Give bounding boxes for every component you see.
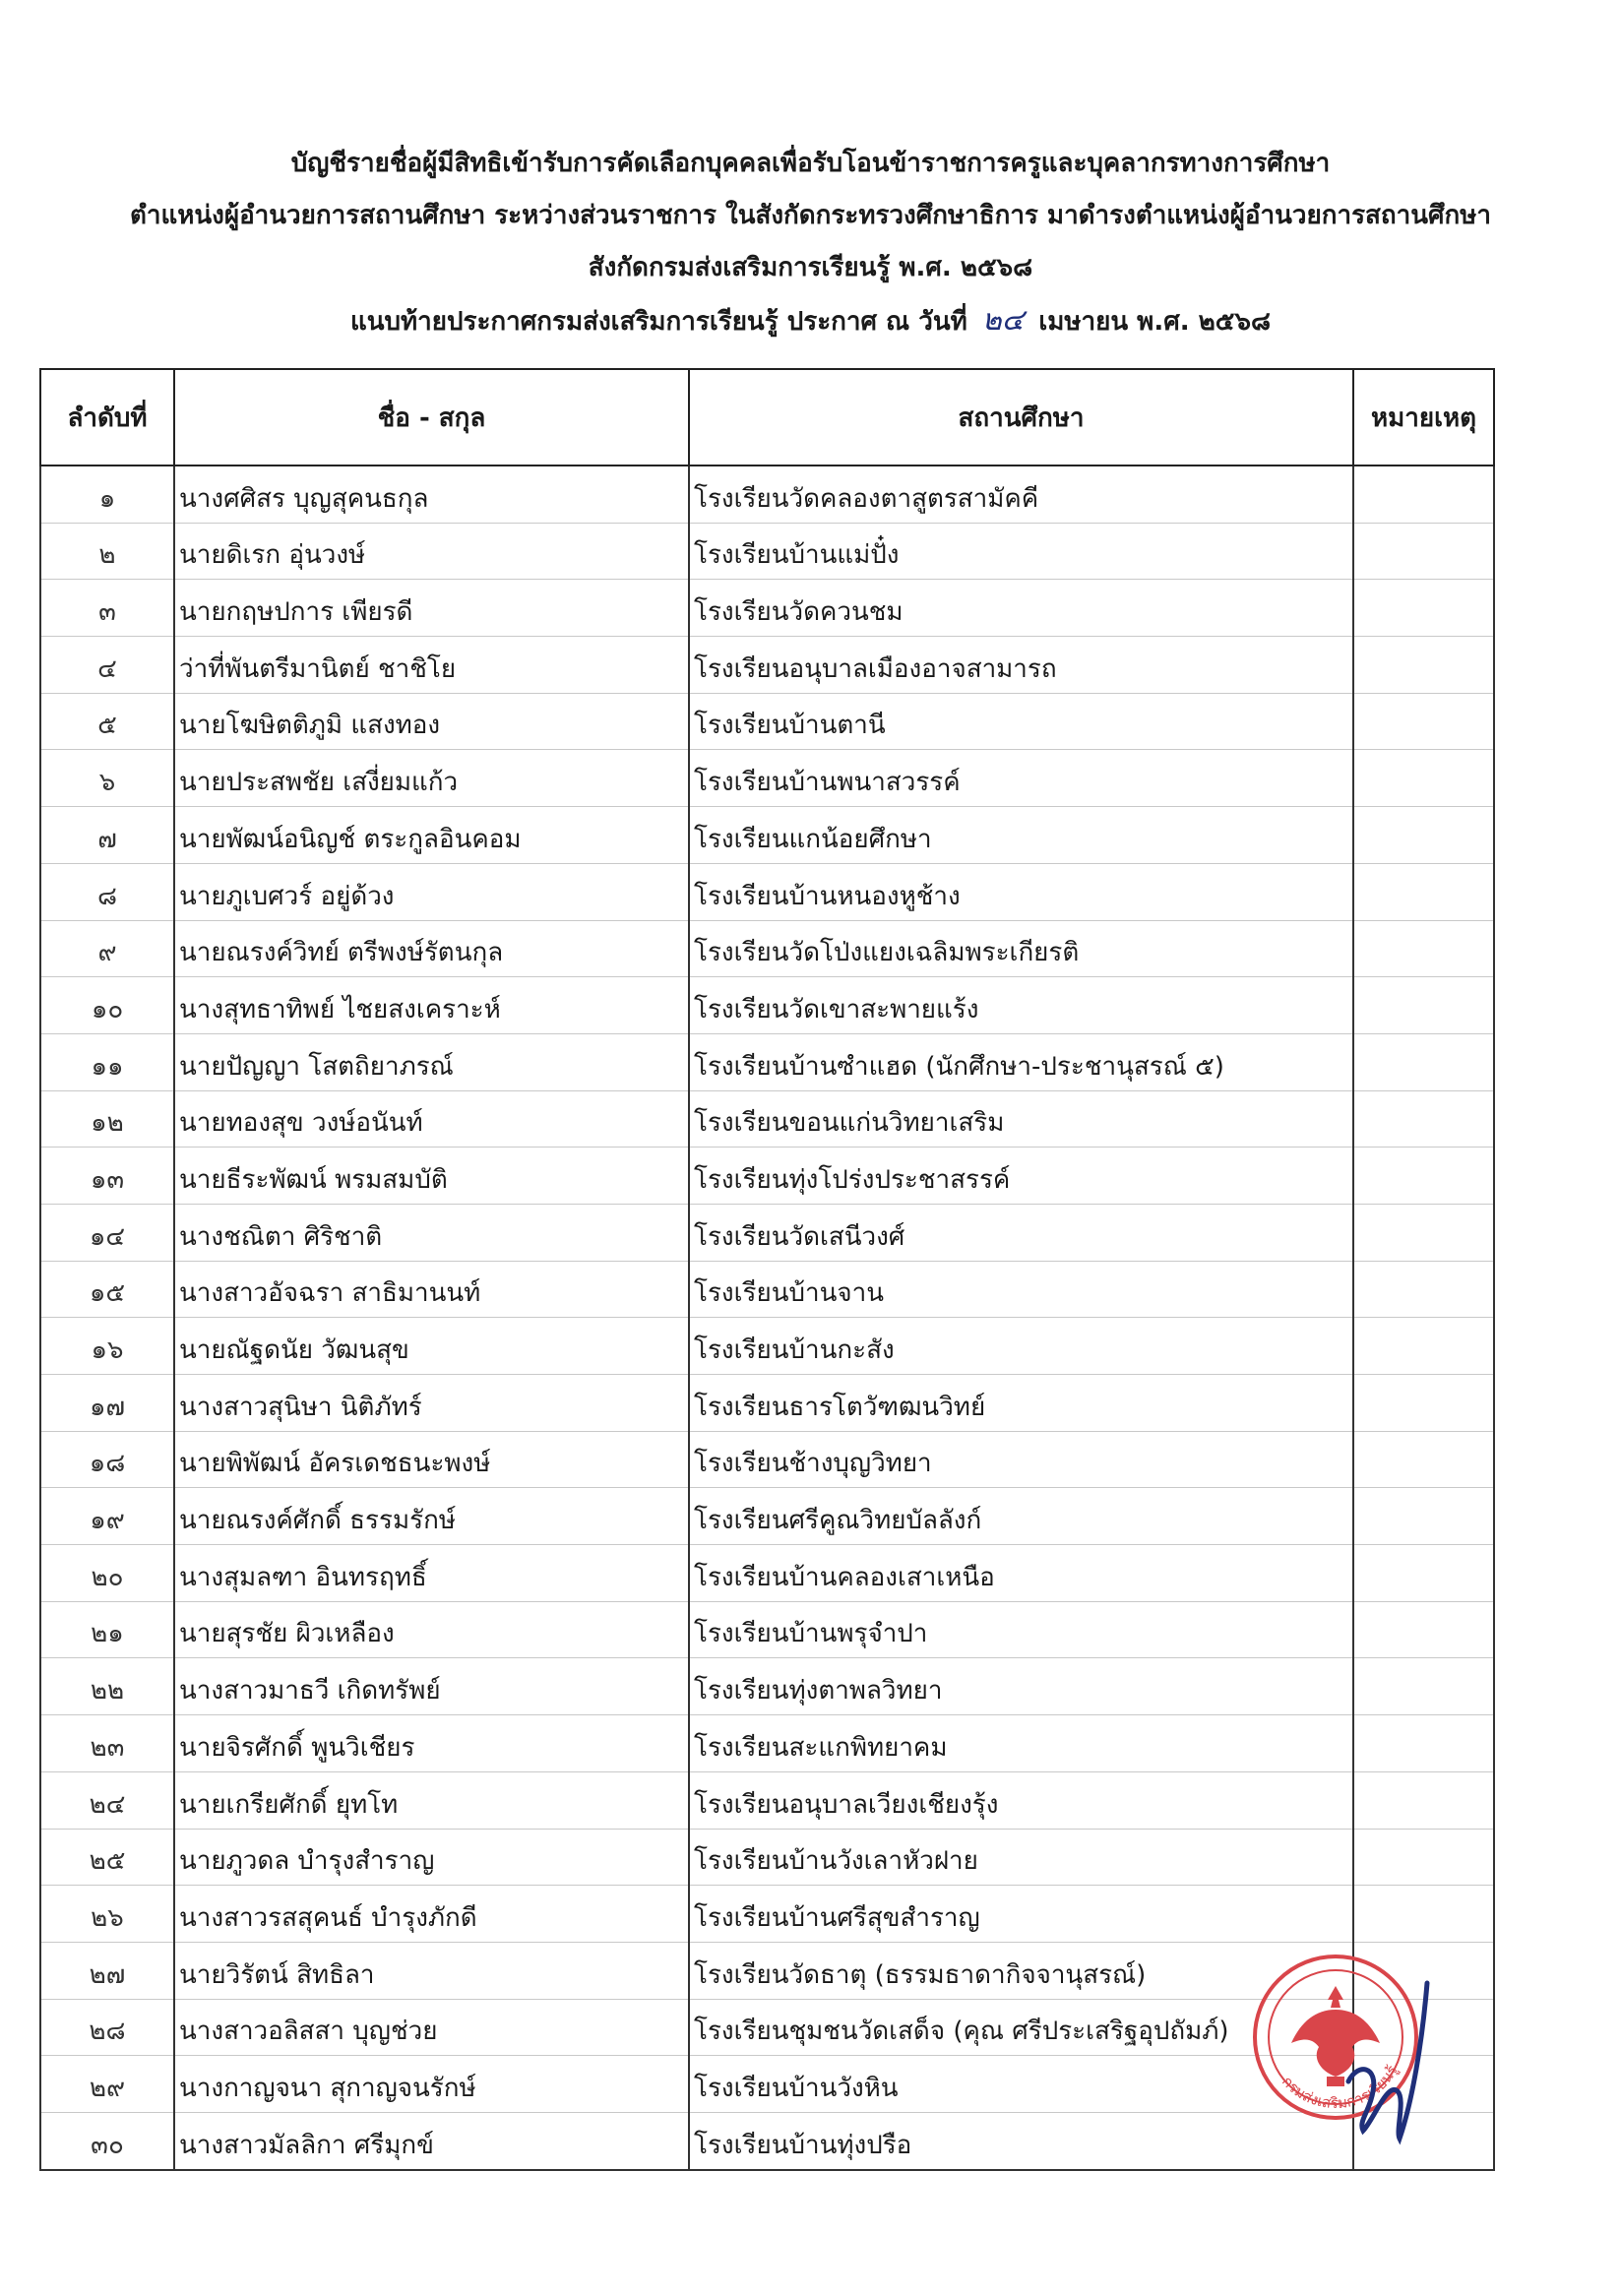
row-school-name: โรงเรียนบ้านซำแฮด (นักศึกษา-ประชานุสรณ์ ๕)	[689, 1033, 1353, 1090]
row-remark	[1353, 1601, 1494, 1658]
row-school-name: โรงเรียนบ้านพนาสวรรค์	[689, 750, 1353, 807]
row-remark	[1353, 1375, 1494, 1432]
row-full-name: นายภูวดล บำรุงสำราญ	[174, 1829, 689, 1886]
row-order-number: ๙	[40, 920, 174, 977]
row-school-name: โรงเรียนวัดโป่งแยงเฉลิมพระเกียรติ	[689, 920, 1353, 977]
table-row	[40, 750, 1494, 807]
row-full-name: นางกาญจนา สุกาญจนรักษ์	[174, 2056, 689, 2113]
row-full-name: นายกฤษปการ เพียรดี	[174, 580, 689, 637]
table-row	[40, 523, 1494, 580]
row-order-number: ๒๕	[40, 1829, 174, 1886]
row-order-number: ๒๐	[40, 1545, 174, 1602]
row-order-number: ๖	[40, 750, 174, 807]
table-row	[40, 1601, 1494, 1658]
row-order-number: ๒๘	[40, 1999, 174, 2056]
row-remark	[1353, 580, 1494, 637]
row-order-number: ๒๓	[40, 1715, 174, 1772]
row-school-name: โรงเรียนอนุบาลเวียงเชียงรุ้ง	[689, 1771, 1353, 1829]
row-remark	[1353, 863, 1494, 920]
announcement-day-handwritten: ๒๔	[981, 303, 1025, 338]
table-row	[40, 1771, 1494, 1829]
table-row	[40, 863, 1494, 920]
row-order-number: ๑๔	[40, 1204, 174, 1261]
row-school-name: โรงเรียนวัดเขาสะพายแร้ง	[689, 977, 1353, 1034]
table-row	[40, 977, 1494, 1034]
row-order-number: ๒๔	[40, 1771, 174, 1829]
row-school-name: โรงเรียนวัดธาตุ (ธรรมธาดากิจจานุสรณ์)	[689, 1942, 1353, 1999]
table-row	[40, 1658, 1494, 1715]
row-remark	[1353, 977, 1494, 1034]
row-order-number: ๑๖	[40, 1318, 174, 1375]
row-order-number: ๑๓	[40, 1148, 174, 1205]
table-row	[40, 693, 1494, 750]
row-full-name: นายวิรัตน์ สิทธิลา	[174, 1942, 689, 1999]
row-order-number: ๑๘	[40, 1431, 174, 1488]
row-full-name: นางสุทธาทิพย์ ไชยสงเคราะห์	[174, 977, 689, 1034]
row-order-number: ๓	[40, 580, 174, 637]
title-line-3: สังกัดกรมส่งเสริมการเรียนรู้ พ.ศ. ๒๕๖๘	[588, 253, 1033, 282]
row-full-name: นางสุมลฑา อินทรฤทธิ์	[174, 1545, 689, 1602]
row-remark	[1353, 637, 1494, 694]
row-remark	[1353, 1090, 1494, 1148]
table-row	[40, 1033, 1494, 1090]
row-order-number: ๑๙	[40, 1488, 174, 1545]
row-school-name: โรงเรียนบ้านทุ่งปรือ	[689, 2112, 1353, 2169]
row-school-name: โรงเรียนบ้านจาน	[689, 1261, 1353, 1318]
row-remark	[1353, 1545, 1494, 1602]
table-row	[40, 1261, 1494, 1318]
row-school-name: โรงเรียนบ้านกะสัง	[689, 1318, 1353, 1375]
row-remark	[1353, 920, 1494, 977]
row-remark	[1353, 1829, 1494, 1886]
row-full-name: นายเกรียศักดิ์ ยุทโท	[174, 1771, 689, 1829]
row-order-number: ๒๗	[40, 1942, 174, 1999]
row-full-name: นางสาวมาธวี เกิดทรัพย์	[174, 1658, 689, 1715]
row-order-number: ๑๒	[40, 1090, 174, 1148]
row-school-name: โรงเรียนทุ่งตาพลวิทยา	[689, 1658, 1353, 1715]
row-order-number: ๕	[40, 693, 174, 750]
table-row	[40, 1715, 1494, 1772]
row-remark	[1353, 1261, 1494, 1318]
row-remark	[1353, 1431, 1494, 1488]
row-order-number: ๒๒	[40, 1658, 174, 1715]
announcement-line	[0, 294, 1621, 346]
row-order-number: ๔	[40, 637, 174, 694]
row-full-name: นางชณิตา ศิริชาติ	[174, 1204, 689, 1261]
table-row	[40, 1829, 1494, 1886]
row-full-name: นายณรงค์วิทย์ ตรีพงษ์รัตนกุล	[174, 920, 689, 977]
row-order-number: ๑	[40, 465, 174, 523]
row-full-name: นายทองสุข วงษ์อนันท์	[174, 1090, 689, 1148]
row-order-number: ๒๙	[40, 2056, 174, 2113]
row-school-name: โรงเรียนขอนแก่นวิทยาเสริม	[689, 1090, 1353, 1148]
title-line-1: บัญชีรายชื่อผู้มีสิทธิเข้ารับการคัดเลือกบุคคลเพื่อรับโอนข้าราชการครูและบุคลากรทางการศึกษา	[290, 149, 1331, 178]
row-remark	[1353, 1033, 1494, 1090]
row-full-name: นายพัฒน์อนิญช์ ตระกูลอินคอม	[174, 807, 689, 864]
row-full-name: นายประสพชัย เสงี่ยมแก้ว	[174, 750, 689, 807]
row-order-number: ๘	[40, 863, 174, 920]
row-full-name: นายภูเบศวร์ อยู่ด้วง	[174, 863, 689, 920]
row-remark	[1353, 1658, 1494, 1715]
table-row	[40, 1090, 1494, 1148]
row-school-name: โรงเรียนทุ่งโปร่งประชาสรรค์	[689, 1148, 1353, 1205]
table-row	[40, 1488, 1494, 1545]
row-full-name: นายโฆษิตติภูมิ แสงทอง	[174, 693, 689, 750]
handwritten-signature	[1329, 1973, 1437, 2145]
candidate-table	[39, 368, 1495, 2171]
row-order-number: ๑๕	[40, 1261, 174, 1318]
row-full-name: นายดิเรก อุ่นวงษ์	[174, 523, 689, 580]
row-full-name: นางสาวสุนิษา นิติภัทร์	[174, 1375, 689, 1432]
row-school-name: โรงเรียนแกน้อยศึกษา	[689, 807, 1353, 864]
table-row	[40, 1318, 1494, 1375]
row-remark	[1353, 465, 1494, 523]
row-full-name: นายปัญญา โสตถิยาภรณ์	[174, 1033, 689, 1090]
row-remark	[1353, 523, 1494, 580]
row-full-name: นายณัฐดนัย วัฒนสุข	[174, 1318, 689, 1375]
row-school-name: โรงเรียนบ้านศรีสุขสำราญ	[689, 1886, 1353, 1943]
row-full-name: นายจิรศักดิ์ พูนวิเชียร	[174, 1715, 689, 1772]
column-header-remark: หมายเหตุ	[1353, 369, 1494, 465]
row-remark	[1353, 1148, 1494, 1205]
table-header-row	[40, 369, 1494, 465]
row-full-name: นางสาวอัจฉรา สาธิมานนท์	[174, 1261, 689, 1318]
table-row	[40, 807, 1494, 864]
row-school-name: โรงเรียนบ้านคลองเสาเหนือ	[689, 1545, 1353, 1602]
announcement-prefix: แนบท้ายประกาศกรมส่งเสริมการเรียนรู้ ประกาศ ณ วันที่	[349, 307, 967, 337]
row-school-name: โรงเรียนวัดคลองตาสูตรสามัคคี	[689, 465, 1353, 523]
row-full-name: นายพิพัฒน์ อัครเดชธนะพงษ์	[174, 1431, 689, 1488]
row-school-name: โรงเรียนธารโตวัฑฒนวิทย์	[689, 1375, 1353, 1432]
row-full-name: นางศศิสร บุญสุคนธกุล	[174, 465, 689, 523]
row-order-number: ๑๑	[40, 1033, 174, 1090]
row-school-name: โรงเรียนบ้านตานี	[689, 693, 1353, 750]
row-school-name: โรงเรียนช้างบุญวิทยา	[689, 1431, 1353, 1488]
row-remark	[1353, 693, 1494, 750]
row-school-name: โรงเรียนศรีคูณวิทยบัลลังก์	[689, 1488, 1353, 1545]
row-order-number: ๒๖	[40, 1886, 174, 1943]
table-row	[40, 1375, 1494, 1432]
column-header-name: ชื่อ - สกุล	[174, 369, 689, 465]
row-remark	[1353, 1886, 1494, 1943]
row-school-name: โรงเรียนบ้านแม่ปั๋ง	[689, 523, 1353, 580]
row-remark	[1353, 750, 1494, 807]
row-school-name: โรงเรียนบ้านหนองหูช้าง	[689, 863, 1353, 920]
table-row	[40, 1204, 1494, 1261]
column-header-school: สถานศึกษา	[689, 369, 1353, 465]
row-full-name: นางสาวอลิสสา บุญช่วย	[174, 1999, 689, 2056]
row-order-number: ๒๑	[40, 1601, 174, 1658]
row-full-name: นายสุรชัย ผิวเหลือง	[174, 1601, 689, 1658]
row-school-name: โรงเรียนวัดเสนีวงศ์	[689, 1204, 1353, 1261]
table-row	[40, 920, 1494, 977]
row-order-number: ๗	[40, 807, 174, 864]
column-header-order: ลำดับที่	[40, 369, 174, 465]
table-row	[40, 1886, 1494, 1943]
table-row	[40, 465, 1494, 523]
row-remark	[1353, 1318, 1494, 1375]
announcement-suffix: เมษายน พ.ศ. ๒๕๖๘	[1038, 307, 1272, 337]
row-full-name: ว่าที่พันตรีมานิตย์ ชาชิโย	[174, 637, 689, 694]
row-order-number: ๓๐	[40, 2112, 174, 2169]
table-row	[40, 1431, 1494, 1488]
row-remark	[1353, 1771, 1494, 1829]
row-order-number: ๑๗	[40, 1375, 174, 1432]
table-row	[40, 637, 1494, 694]
row-order-number: ๑๐	[40, 977, 174, 1034]
row-school-name: โรงเรียนอนุบาลเมืองอาจสามารถ	[689, 637, 1353, 694]
row-remark	[1353, 807, 1494, 864]
title-line-2: ตำแหน่งผู้อำนวยการสถานศึกษา ระหว่างส่วนราชการ ในสังกัดกระทรวงศึกษาธิการ มาดำรงตำแหน่งผู้อำนวยการสถานศึกษา	[129, 201, 1491, 230]
seal-text: กรมส่งเสริมการเรียนรู้	[1278, 2062, 1402, 2113]
row-remark	[1353, 1488, 1494, 1545]
row-remark	[1353, 1204, 1494, 1261]
table-row	[40, 1545, 1494, 1602]
row-school-name: โรงเรียนชุมชนวัดเสด็จ (คุณ ศรีประเสริฐอุปถัมภ์)	[689, 1999, 1353, 2056]
table-body	[40, 465, 1494, 2170]
row-school-name: โรงเรียนวัดควนชม	[689, 580, 1353, 637]
row-school-name: โรงเรียนบ้านวังหิน	[689, 2056, 1353, 2113]
row-full-name: นางสาวรสสุคนธ์ บำรุงภักดี	[174, 1886, 689, 1943]
row-full-name: นายณรงค์ศักดิ์ ธรรมรักษ์	[174, 1488, 689, 1545]
row-school-name: โรงเรียนสะแกพิทยาคม	[689, 1715, 1353, 1772]
row-full-name: นางสาวมัลลิกา ศรีมุกข์	[174, 2112, 689, 2169]
table-row	[40, 580, 1494, 637]
document-header	[0, 138, 1621, 346]
table-row	[40, 1148, 1494, 1205]
row-full-name: นายธีระพัฒน์ พรมสมบัติ	[174, 1148, 689, 1205]
row-order-number: ๒	[40, 523, 174, 580]
row-school-name: โรงเรียนบ้านพรุจำปา	[689, 1601, 1353, 1658]
row-school-name: โรงเรียนบ้านวังเลาหัวฝาย	[689, 1829, 1353, 1886]
row-remark	[1353, 1715, 1494, 1772]
